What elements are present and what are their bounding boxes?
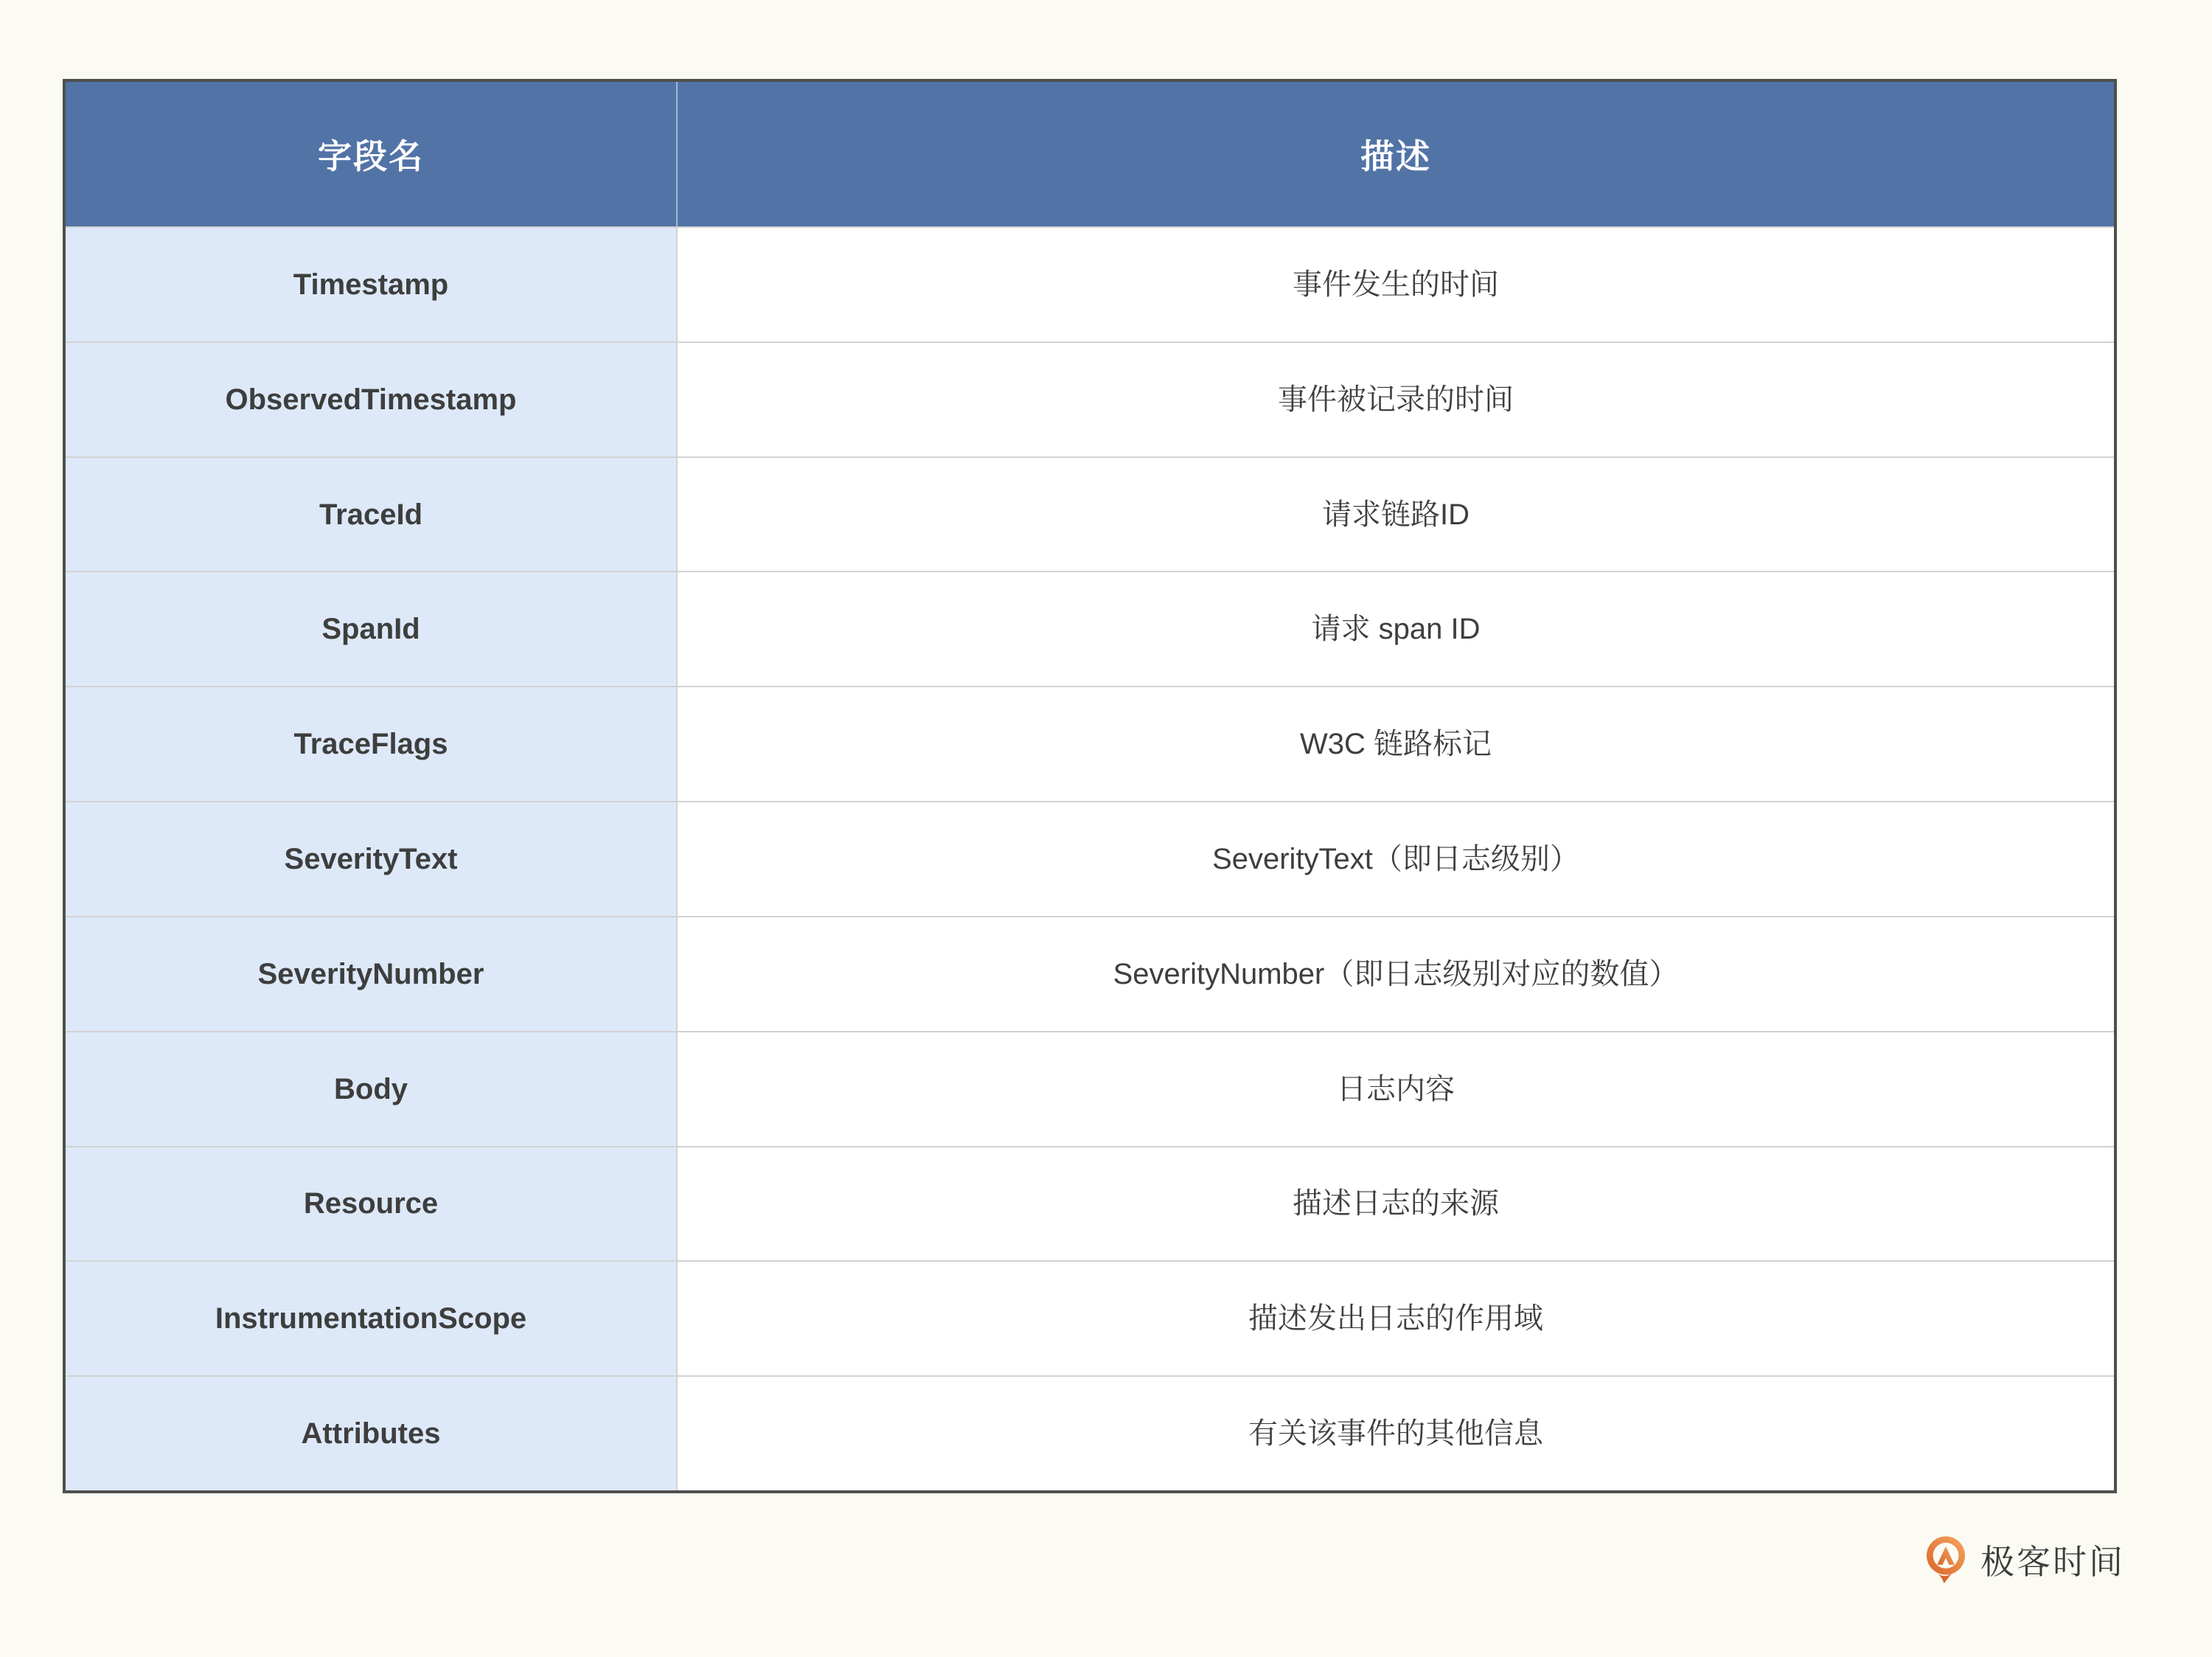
table-row [66, 801, 2114, 916]
log-fields-table [63, 79, 2117, 1493]
field-name-cell: SpanId [66, 572, 678, 686]
geektime-logo-text: 极客时间 [1980, 1543, 2125, 1581]
field-name-cell: SeverityNumber [66, 917, 678, 1031]
field-name-cell: ObservedTimestamp [66, 343, 678, 456]
table-header-row [66, 82, 2114, 226]
description-cell: 描述日志的来源 [678, 1147, 2114, 1261]
table-row [66, 1146, 2114, 1261]
table-row [66, 1031, 2114, 1146]
table-row [66, 916, 2114, 1031]
geektime-logo-icon [1923, 1535, 1969, 1584]
table-row [66, 1375, 2114, 1490]
table-row [66, 1260, 2114, 1375]
column-header-field-name: 字段名 [66, 82, 678, 226]
table-row [66, 571, 2114, 686]
description-cell: 请求 span ID [678, 572, 2114, 686]
field-name-cell: InstrumentationScope [66, 1262, 678, 1375]
description-cell: 有关该事件的其他信息 [678, 1377, 2114, 1490]
description-cell: SeverityNumber（即日志级别对应的数值） [678, 917, 2114, 1031]
field-name-cell: Timestamp [66, 228, 678, 341]
description-cell: 事件被记录的时间 [678, 343, 2114, 456]
geektime-logo [1923, 1535, 2125, 1584]
description-cell: 请求链路ID [678, 458, 2114, 572]
description-cell: 事件发生的时间 [678, 228, 2114, 341]
field-name-cell: Resource [66, 1147, 678, 1261]
table-row [66, 226, 2114, 341]
field-name-cell: TraceFlags [66, 687, 678, 801]
table-row [66, 456, 2114, 572]
column-header-description: 描述 [1360, 137, 1431, 176]
table-row [66, 341, 2114, 456]
field-name-cell: Attributes [66, 1377, 678, 1490]
table-row [66, 686, 2114, 801]
field-name-cell: Body [66, 1032, 678, 1146]
field-name-cell: SeverityText [66, 802, 678, 916]
description-cell: W3C 链路标记 [678, 687, 2114, 801]
description-cell: SeverityText（即日志级别） [678, 802, 2114, 916]
description-cell: 描述发出日志的作用域 [678, 1262, 2114, 1375]
field-name-cell: TraceId [66, 458, 678, 572]
description-cell: 日志内容 [678, 1032, 2114, 1146]
table-body [66, 226, 2114, 1490]
